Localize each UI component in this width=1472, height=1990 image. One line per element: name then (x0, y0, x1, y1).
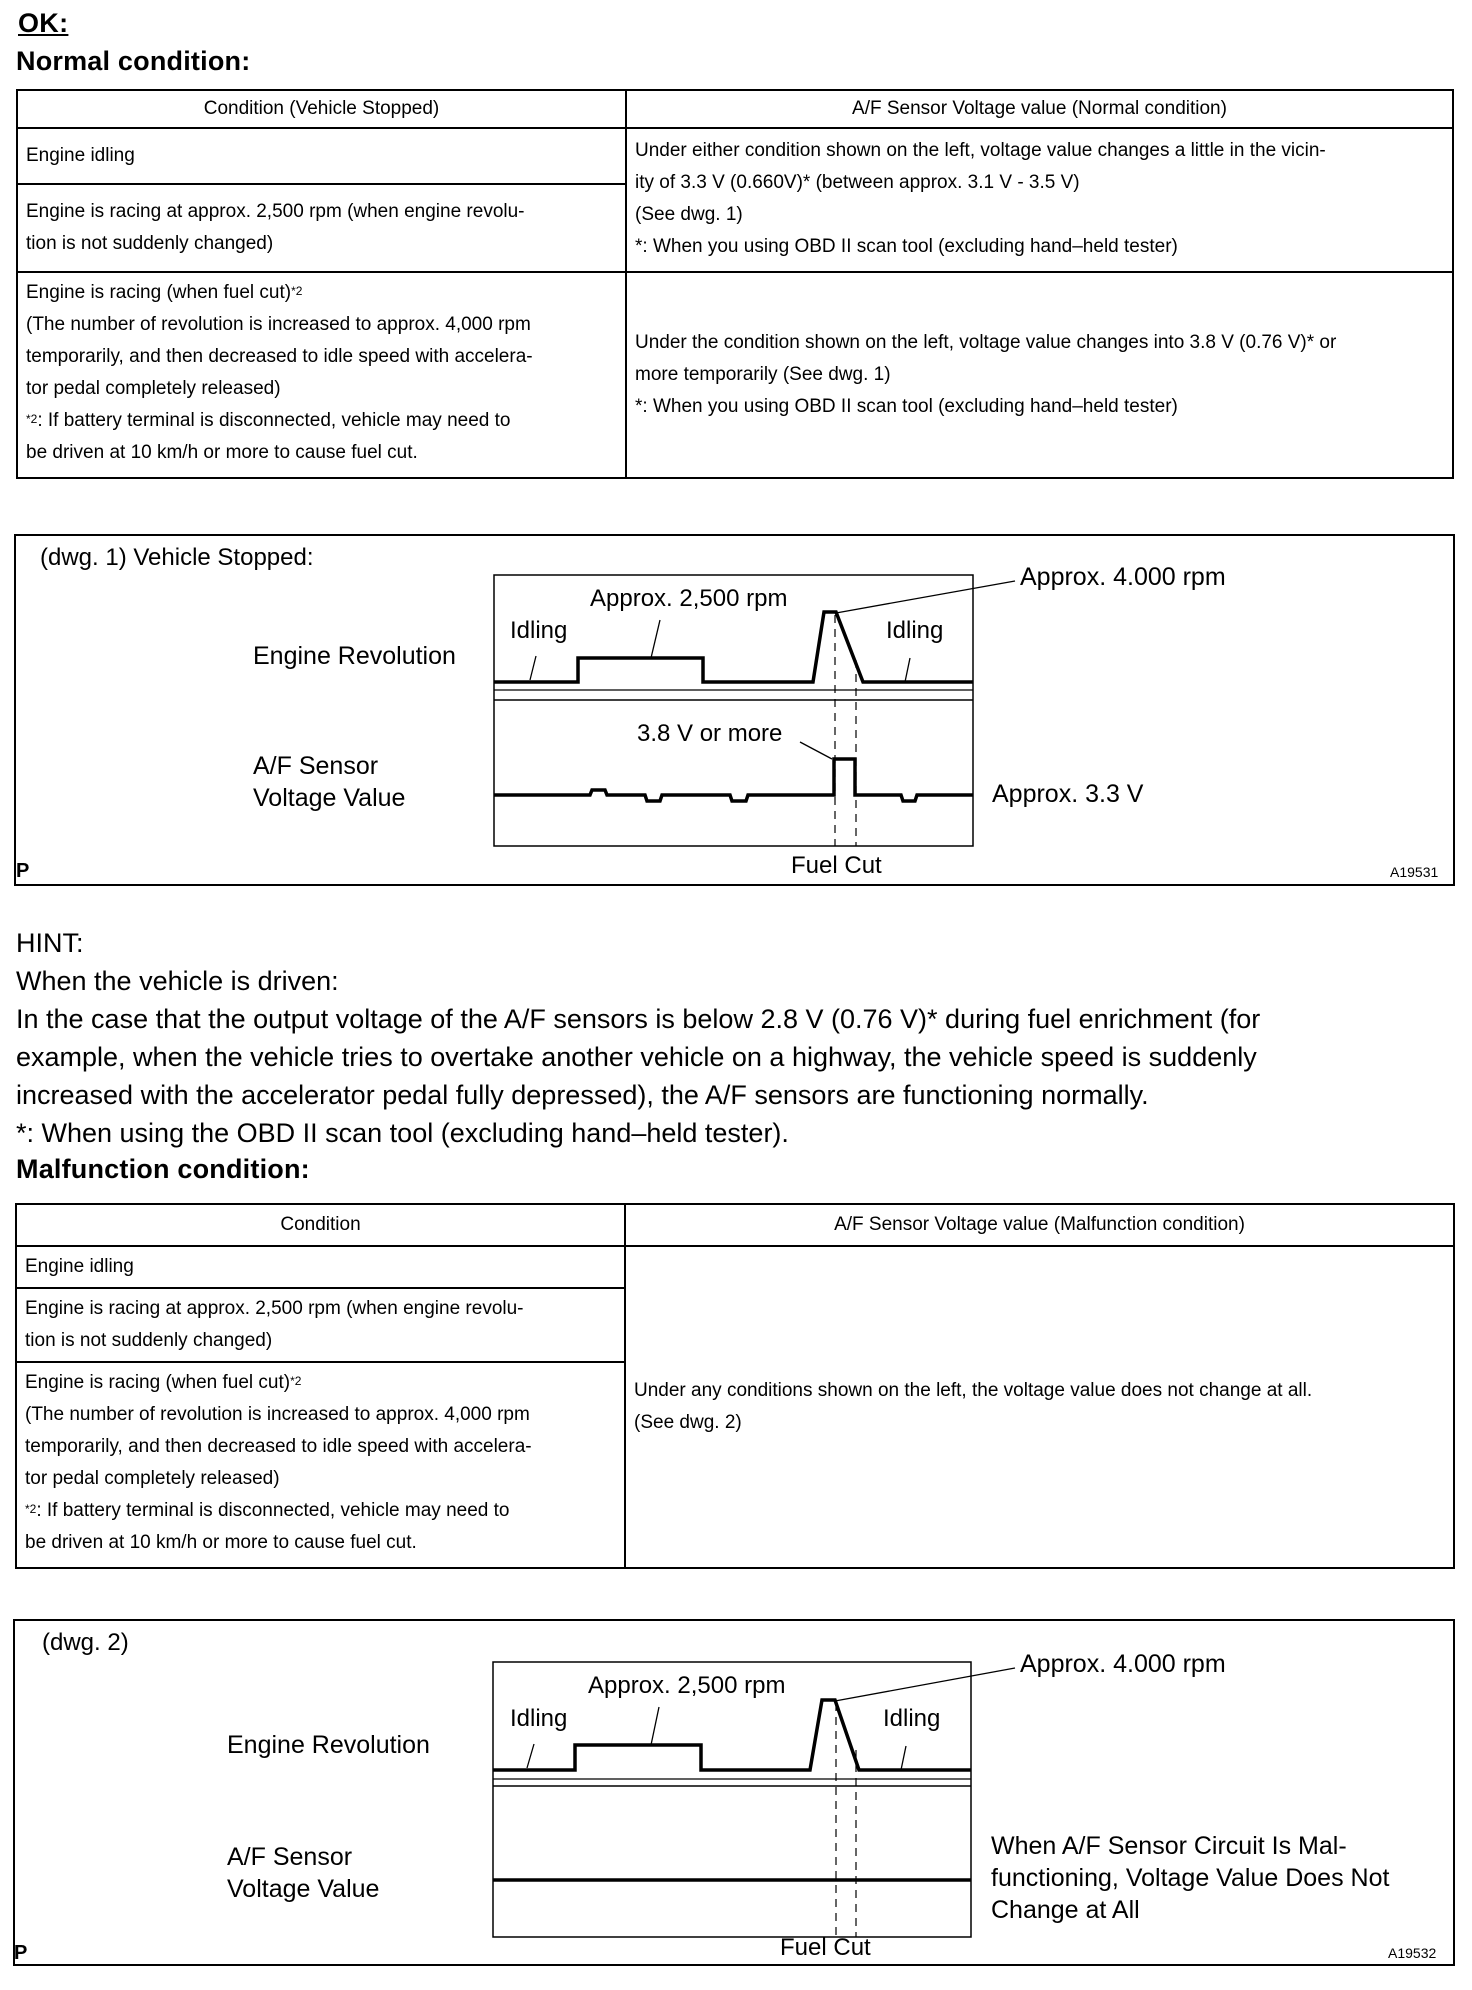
voltage-footnote: *: When you using OBD II scan tool (excluding hand–held tester) (635, 396, 1178, 417)
dwg2-fuel-cut-label: Fuel Cut (780, 1934, 871, 1961)
dwg2-title: (dwg. 2) (42, 1629, 129, 1656)
dwg1-3-8v-label: 3.8 V or more (637, 720, 783, 747)
footnote-text: : If battery terminal is disconnected, vehicle may need to (37, 410, 511, 431)
footnote-mark: *2 (291, 284, 303, 298)
hint-line: In the case that the output voltage of the A/F sensors is below 2.8 V (0.76 V)* during fuel enrichment (for (16, 1004, 1261, 1034)
voltage-text: more temporarily (See dwg. 1) (635, 364, 891, 385)
condition-idling: Engine idling (25, 1256, 134, 1277)
condition-text: Engine is racing at approx. 2,500 rpm (when engine revolu- (25, 1298, 524, 1319)
table-header-voltage: A/F Sensor Voltage value (Normal condition) (626, 90, 1453, 128)
condition-text: Engine is racing (when fuel cut) (25, 1372, 291, 1393)
footnote-mark: *2 (26, 412, 38, 426)
dwg1-approx-3-3v: Approx. 3.3 V (992, 780, 1144, 808)
footnote-text: be driven at 10 km/h or more to cause fuel cut. (25, 1532, 417, 1553)
condition-text: tion is not suddenly changed) (26, 233, 274, 254)
ok-heading: OK: (18, 8, 69, 38)
dwg1-engine-revolution-label: Engine Revolution (253, 642, 456, 670)
voltage-text: ity of 3.3 V (0.660V)* (between approx. 3.1 V - 3.5 V) (635, 172, 1080, 193)
condition-text: tor pedal completely released) (26, 378, 281, 399)
hint-label: HINT: (16, 928, 84, 958)
voltage-text: Under the condition shown on the left, voltage value changes into 3.8 V (0.76 V)* or (635, 332, 1337, 353)
malfunction-condition-heading: Malfunction condition: (16, 1154, 310, 1184)
normal-condition-heading: Normal condition: (16, 46, 251, 76)
dwg2-approx-4000: Approx. 4.000 rpm (1020, 1650, 1226, 1678)
table-header-condition: Condition (Vehicle Stopped) (17, 90, 626, 128)
condition-idling: Engine idling (26, 145, 135, 166)
voltage-text: (See dwg. 2) (634, 1412, 742, 1433)
dwg1-idling-right: Idling (886, 617, 944, 644)
dwg2-idling-right: Idling (883, 1705, 941, 1732)
footnote-text: be driven at 10 km/h or more to cause fuel cut. (26, 442, 418, 463)
table-header-voltage: A/F Sensor Voltage value (Malfunction condition) (625, 1204, 1454, 1246)
condition-text: temporarily, and then decreased to idle speed with accelera- (26, 346, 533, 367)
dwg2-idling-left: Idling (510, 1705, 568, 1732)
condition-text: (The number of revolution is increased to approx. 4,000 rpm (25, 1404, 530, 1425)
footnote-text: : If battery terminal is disconnected, vehicle may need to (36, 1500, 510, 1521)
note-line: When A/F Sensor Circuit Is Mal- (991, 1832, 1347, 1860)
condition-text: Engine is racing at approx. 2,500 rpm (when engine revolu- (26, 201, 525, 222)
condition-text: Engine is racing (when fuel cut) (26, 282, 292, 303)
dwg1-idling-left: Idling (510, 617, 568, 644)
dwg2-sensor-label-1: A/F Sensor (227, 1843, 353, 1871)
voltage-footnote: *: When you using OBD II scan tool (excluding hand–held tester) (635, 236, 1178, 257)
footnote-mark: *2 (25, 1502, 37, 1516)
dwg1-approx-4000: Approx. 4.000 rpm (1020, 563, 1226, 591)
dwg2-p-mark: P (14, 1942, 28, 1964)
dwg1-sensor-label-2: Voltage Value (253, 784, 406, 812)
dwg1-figure-code: A19531 (1390, 864, 1439, 880)
note-line: Change at All (991, 1896, 1140, 1924)
voltage-text: Under either condition shown on the left, voltage value changes a little in the vicin- (635, 140, 1326, 161)
condition-text: tor pedal completely released) (25, 1468, 280, 1489)
voltage-text: (See dwg. 1) (635, 204, 743, 225)
dwg1-title: (dwg. 1) Vehicle Stopped: (40, 544, 314, 571)
dwg1-approx-2500: Approx. 2,500 rpm (590, 585, 788, 612)
condition-text: (The number of revolution is increased to approx. 4,000 rpm (26, 314, 531, 335)
dwg2-approx-2500: Approx. 2,500 rpm (588, 1672, 786, 1699)
dwg2-figure-code: A19532 (1388, 1945, 1437, 1961)
dwg2-engine-revolution-label: Engine Revolution (227, 1731, 430, 1759)
footnote-mark: *2 (290, 1374, 302, 1388)
hint-footnote: *: When using the OBD II scan tool (excluding hand–held tester). (16, 1118, 789, 1148)
condition-text: tion is not suddenly changed) (25, 1330, 273, 1351)
dwg1-sensor-label-1: A/F Sensor (253, 752, 379, 780)
dwg1-p-mark: P (16, 860, 30, 882)
condition-text: temporarily, and then decreased to idle speed with accelera- (25, 1436, 532, 1457)
hint-line: increased with the accelerator pedal fully depressed), the A/F sensors are functioning normally. (16, 1080, 1149, 1110)
table-header-condition: Condition (16, 1204, 625, 1246)
hint-line: When the vehicle is driven: (16, 966, 339, 996)
voltage-text: Under any conditions shown on the left, the voltage value does not change at all. (634, 1380, 1313, 1401)
dwg1-fuel-cut-label: Fuel Cut (791, 852, 882, 879)
note-line: functioning, Voltage Value Does Not (991, 1864, 1390, 1892)
hint-line: example, when the vehicle tries to overtake another vehicle on a highway, the vehicle speed is suddenly (16, 1042, 1257, 1072)
dwg2-sensor-label-2: Voltage Value (227, 1875, 380, 1903)
